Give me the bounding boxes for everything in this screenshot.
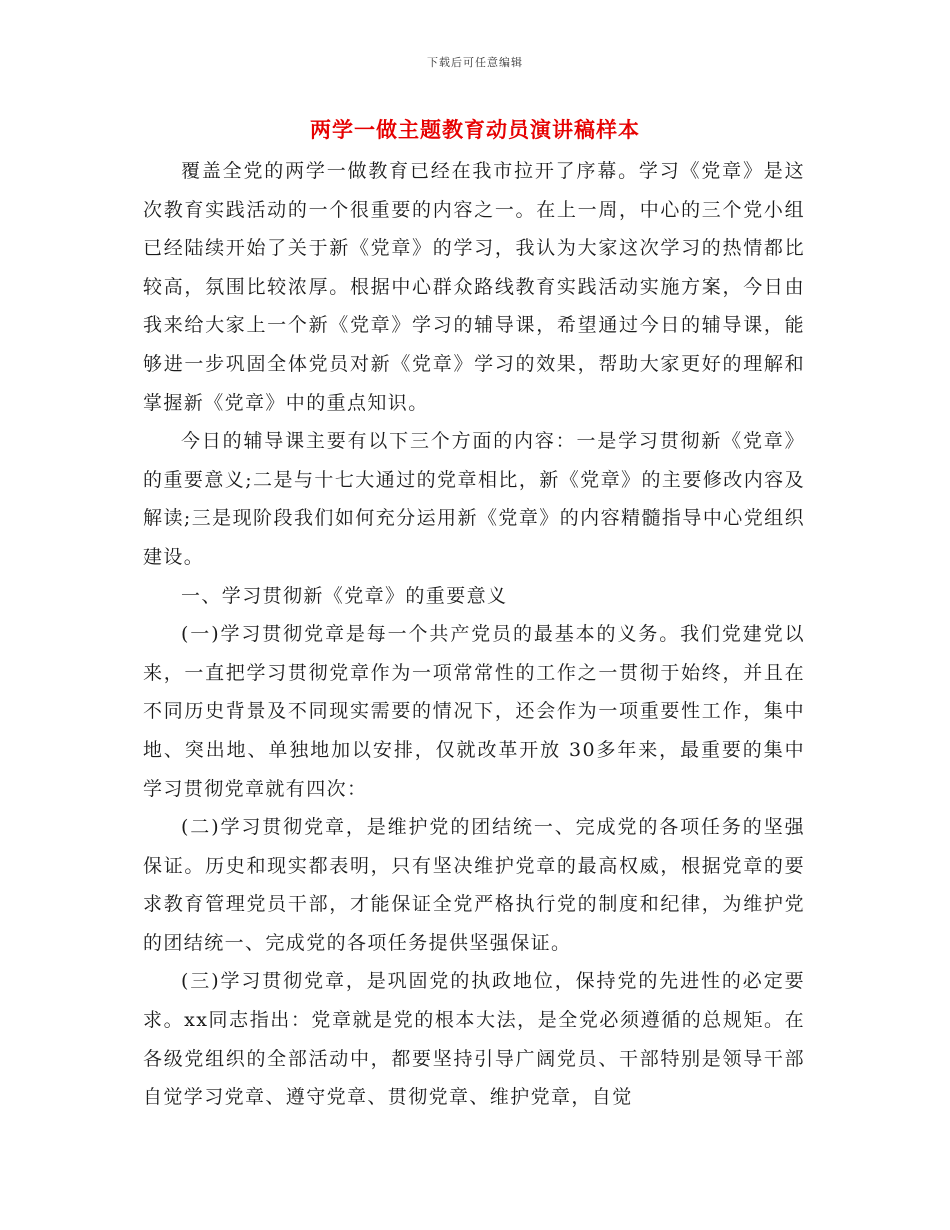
paragraph: 今日的辅导课主要有以下三个方面的内容：一是学习贯彻新《党章》的重要意义;二是与十七大通过的党章相比，新《党章》的主要修改内容及解读;三是现阶段我们如何充分运用新《党章》的内容精髓指导中心党组织建设。 [143, 430, 805, 568]
paragraph: (三)学习贯彻党章，是巩固党的执政地位，保持党的先进性的必定要求。xx同志指出：党章就是党的根本大法，是全党必须遵循的总规矩。在各级党组织的全部活动中，都要坚持引导广阔党员、干部特别是领导干部自觉学习党章、遵守党章、贯彻党章、维护党章，自觉 [143, 970, 805, 1109]
paragraph: 覆盖全党的两学一做教育已经在我市拉开了序幕。学习《党章》是这次教育实践活动的一个很重要的内容之一。在上一周，中心的三个党小组已经陆续开始了关于新《党章》的学习，我认为大家这次学习的热情都比较高，氛围比较浓厚。根据中心群众路线教育实践活动实施方案，今日由我来给大家上一个新《党章》学习的辅导课，希望通过今日的辅导课，能够进一步巩固全体党员对新《党章》学习的效果，帮助大家更好的理解和掌握新《党章》中的重点知识。 [143, 160, 805, 414]
header-note: 下载后可任意编辑 [427, 56, 523, 69]
paragraph: (一)学习贯彻党章是每一个共产党员的最基本的义务。我们党建党以来，一直把学习贯彻党章作为一项常常性的工作之一贯彻于始终，并且在不同历史背景及不同现实需要的情况下，还会作为一项重要性工作，集中地、突出地、单独地加以安排，仅就改革开放 30多年来，最重要的集中学习贯彻党章就有四次： [143, 623, 805, 800]
document-body [143, 152, 805, 1117]
section-heading: 一、学习贯彻新《党章》的重要意义 [181, 584, 508, 607]
document-title: 两学一做主题教育动员演讲稿样本 [310, 117, 640, 142]
paragraph: (二)学习贯彻党章，是维护党的团结统一、完成党的各项任务的坚强保证。历史和现实都表明，只有坚决维护党章的最高权威，根据党章的要求教育管理党员干部，才能保证全党严格执行党的制度和纪律，为维护党的团结统一、完成党的各项任务提供坚强保证。 [143, 816, 805, 954]
